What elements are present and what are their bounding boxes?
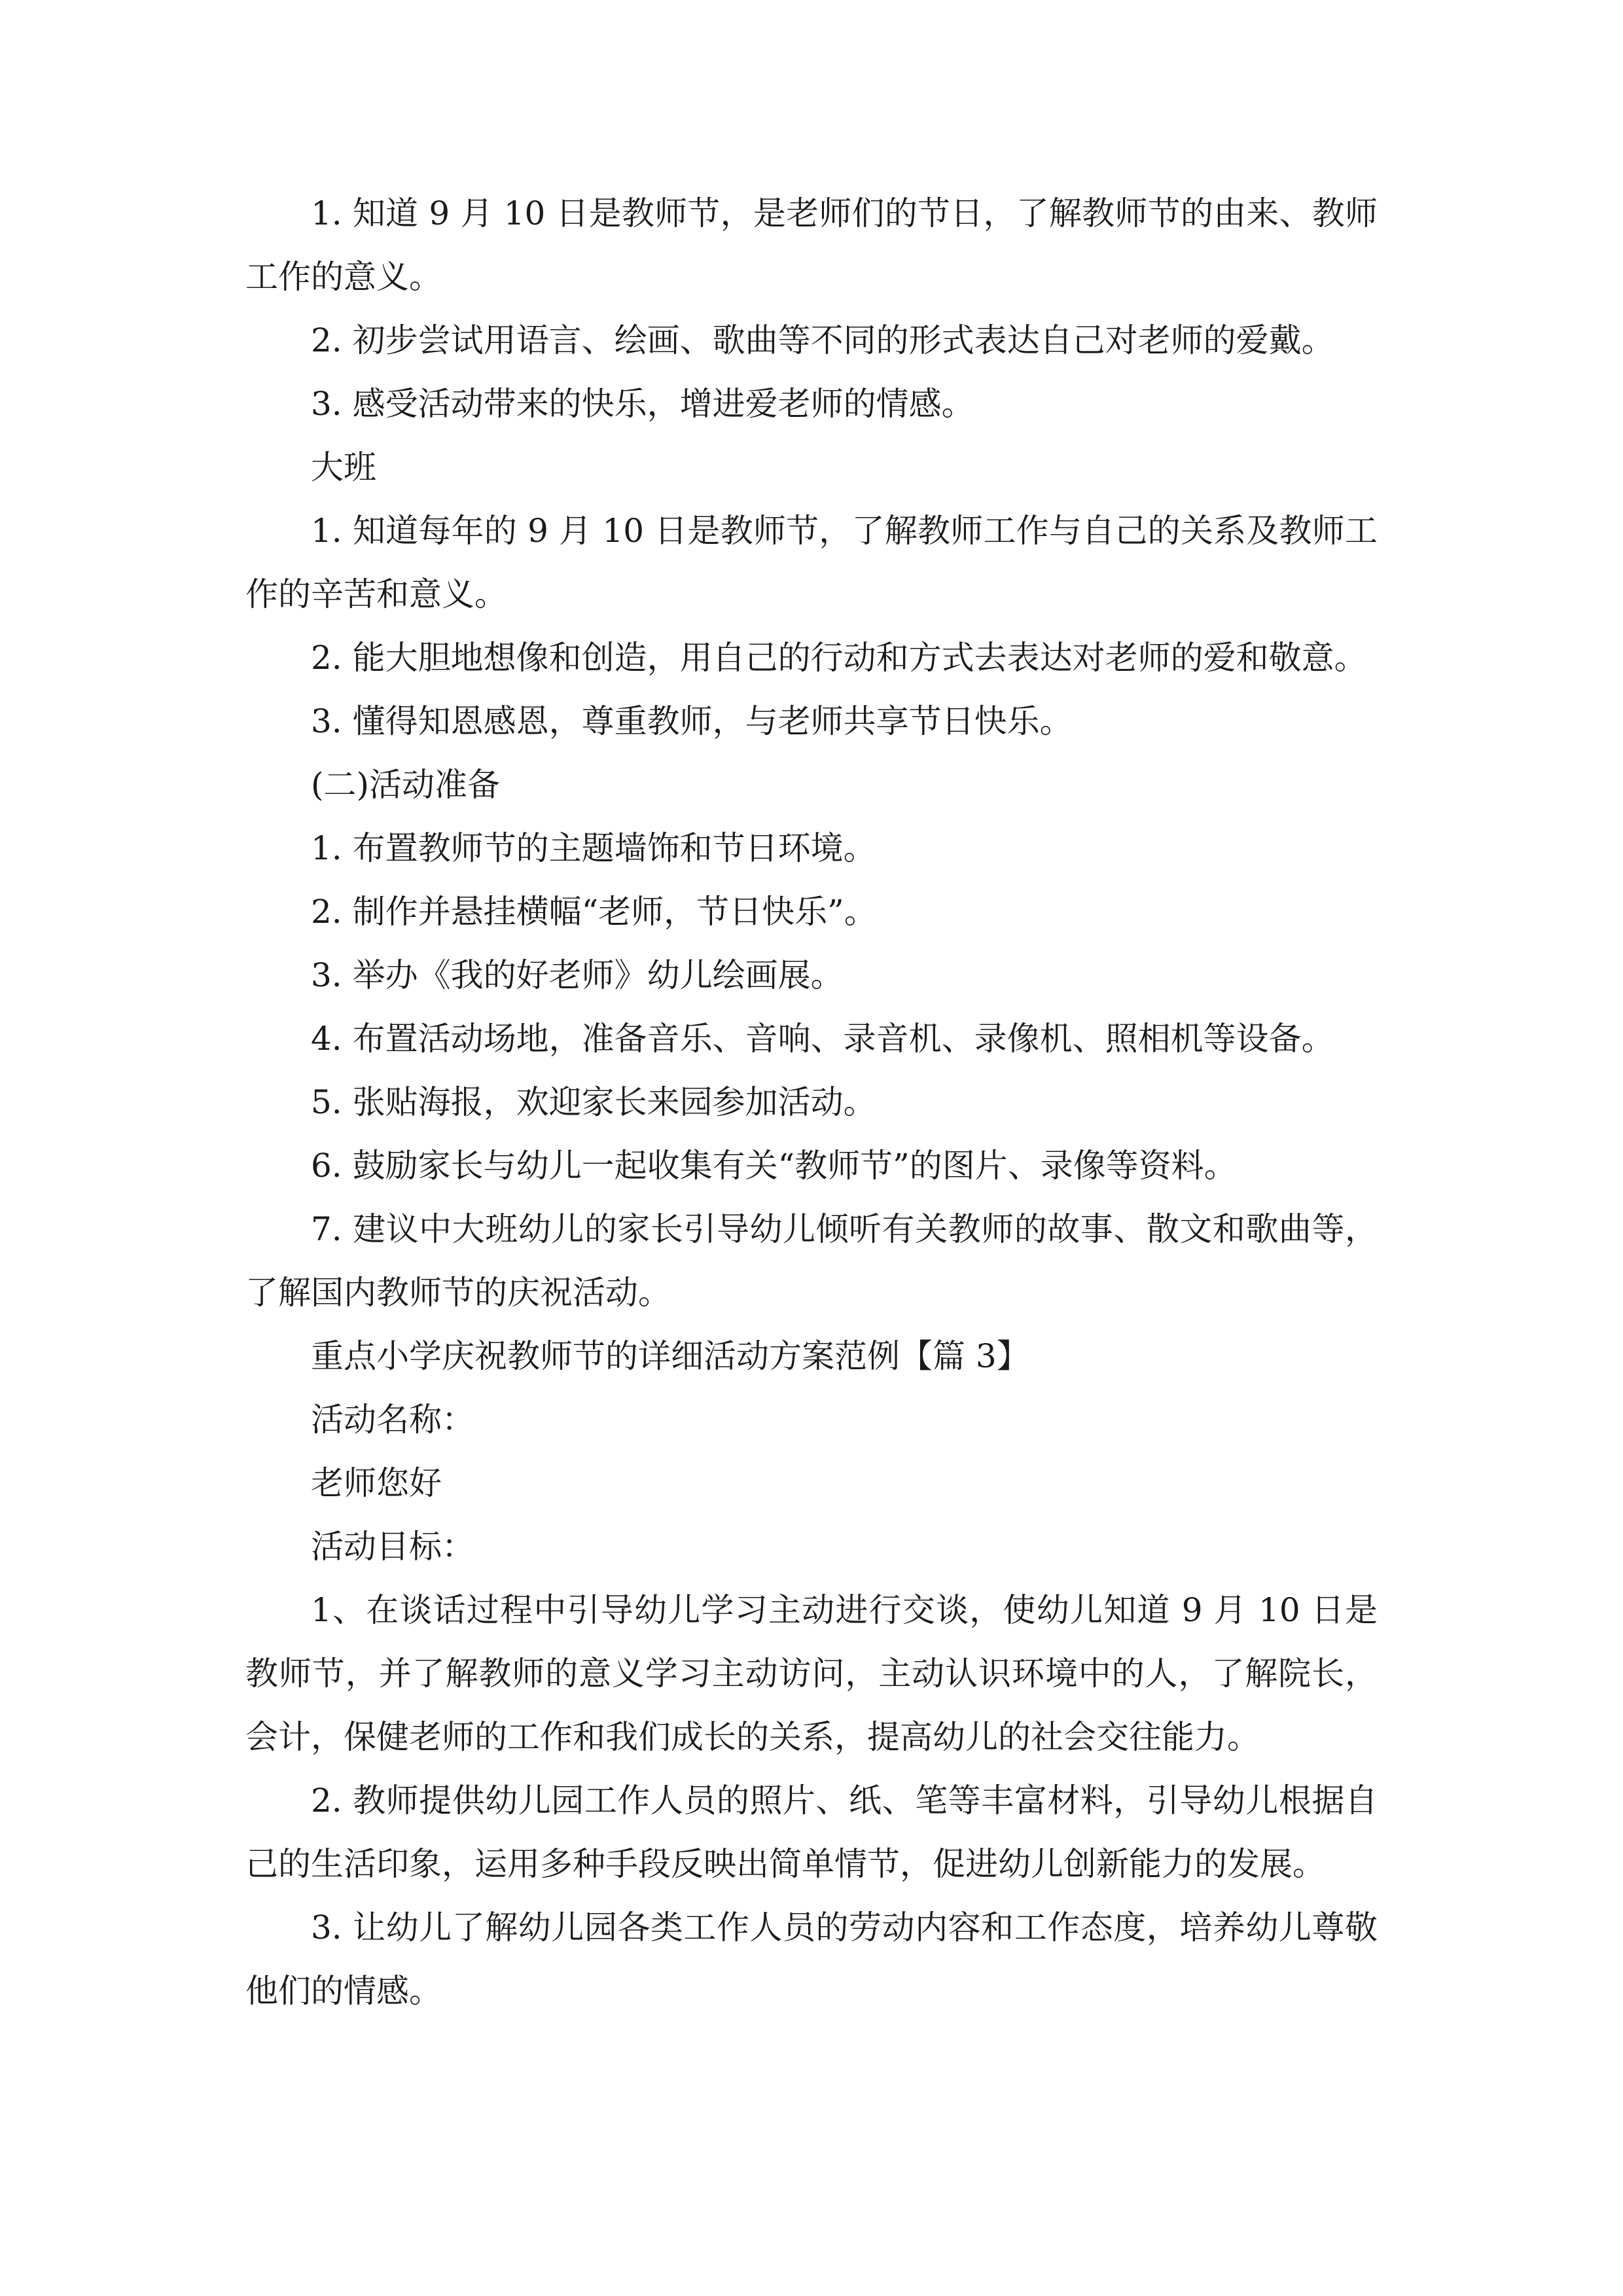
paragraph-activity-goal-3: 3. 让幼儿了解幼儿园各类工作人员的劳动内容和工作态度，培养幼儿尊敬他们的情感。 — [245, 1909, 1378, 2010]
section-heading-article-3: 重点小学庆祝教师节的详细活动方案范例【篇 3】 — [311, 1337, 1029, 1375]
label-activity-goals: 活动目标： — [311, 1528, 474, 1566]
paragraph-senior-goal-1: 1. 知道每年的 9 月 10 日是教师节，了解教师工作与自己的关系及教师工作的辛苦和意义。 — [245, 512, 1378, 613]
paragraph-prep-2: 2. 制作并悬挂横幅“老师，节日快乐”。 — [311, 893, 877, 931]
paragraph-goal-1: 1. 知道 9 月 10 日是教师节，是老师们的节日，了解教师节的由来、教师工作的意义。 — [245, 194, 1378, 296]
paragraph-goal-2: 2. 初步尝试用语言、绘画、歌曲等不同的形式表达自己对老师的爱戴。 — [311, 321, 1334, 359]
label-activity-name: 活动名称： — [311, 1401, 474, 1439]
section-heading-preparation: (二)活动准备 — [311, 766, 501, 804]
paragraph-senior-goal-2: 2. 能大胆地想像和创造，用自己的行动和方式去表达对老师的爱和敬意。 — [311, 639, 1367, 677]
paragraph-prep-6: 6. 鼓励家长与幼儿一起收集有关“教师节”的图片、录像等资料。 — [311, 1147, 1237, 1185]
paragraph-prep-3: 3. 举办《我的好老师》幼儿绘画展。 — [311, 956, 844, 994]
paragraph-prep-4: 4. 布置活动场地，准备音乐、音响、录音机、录像机、照相机等设备。 — [311, 1020, 1334, 1058]
paragraph-prep-1: 1. 布置教师节的主题墙饰和节日环境。 — [311, 829, 876, 867]
value-activity-name: 老师您好 — [311, 1464, 442, 1502]
paragraph-activity-goal-2: 2. 教师提供幼儿园工作人员的照片、纸、笔等丰富材料，引导幼儿根据自己的生活印象，运用多种手段反映出简单情节，促进幼儿创新能力的发展。 — [245, 1782, 1378, 1883]
paragraph-prep-5: 5. 张贴海报，欢迎家长来园参加活动。 — [311, 1083, 876, 1121]
paragraph-prep-7: 7. 建议中大班幼儿的家长引导幼儿倾听有关教师的故事、散文和歌曲等，了解国内教师节的庆祝活动。 — [245, 1210, 1378, 1312]
paragraph-activity-goal-1: 1、在谈话过程中引导幼儿学习主动进行交谈，使幼儿知道 9 月 10 日是教师节，并了解教师的意义学习主动访问，主动认识环境中的人，了解院长，会计，保健老师的工作和我们成长的关系，提高幼儿的社会交往能力。 — [245, 1591, 1378, 1756]
paragraph-goal-3: 3. 感受活动带来的快乐，增进爱老师的情感。 — [311, 385, 974, 423]
paragraph-senior-goal-3: 3. 懂得知恩感恩，尊重教师，与老师共享节日快乐。 — [311, 702, 1073, 740]
document-body — [245, 182, 1378, 2023]
section-heading-senior-class: 大班 — [311, 448, 376, 486]
